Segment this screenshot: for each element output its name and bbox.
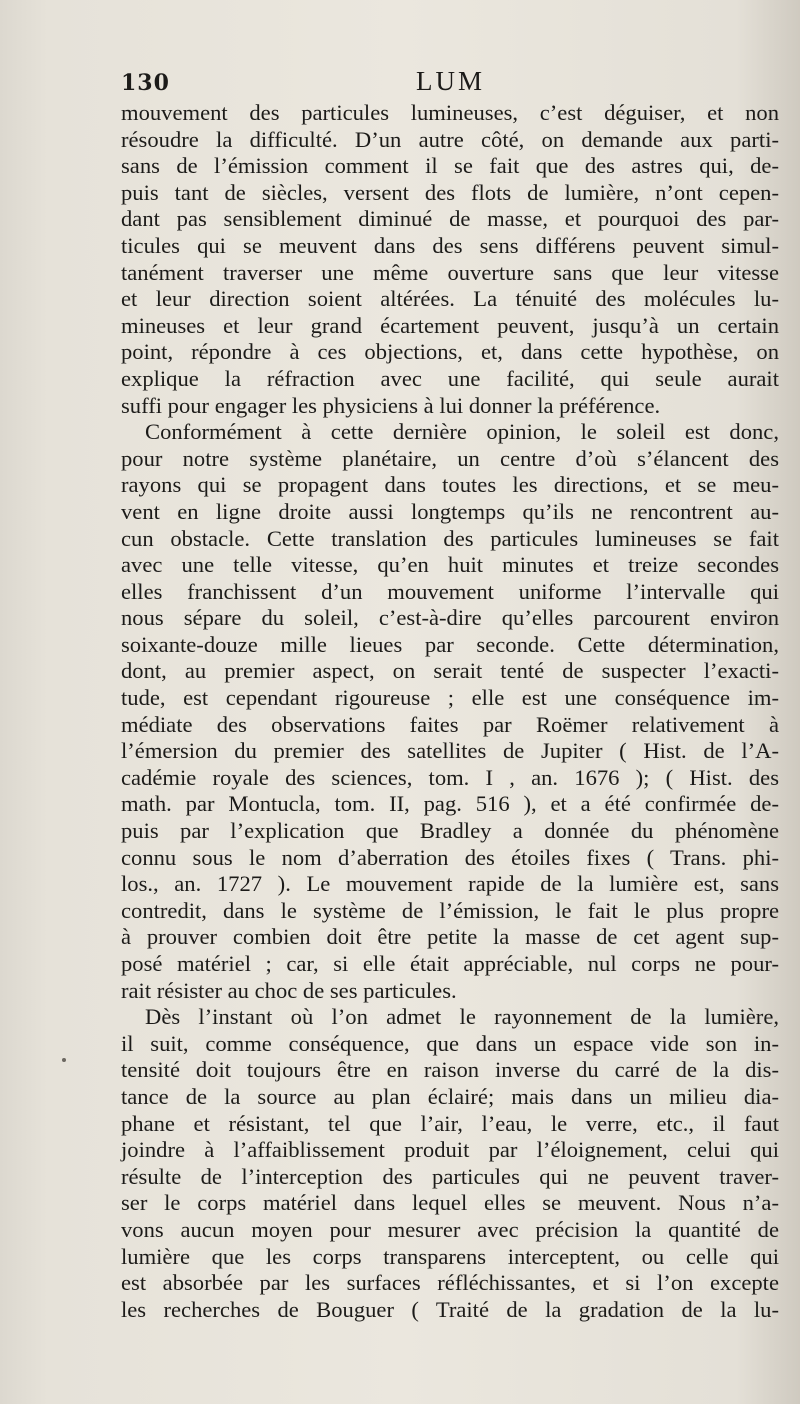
text-line: Conformément à cette dernière opinion, le soleil est donc,	[145, 419, 779, 445]
text-line: médiate des observations faites par Roëmer relativement à	[121, 711, 779, 737]
text-line: rayons qui se propagent dans toutes les directions, et se meu-	[121, 472, 779, 498]
text-line: tude, est cependant rigoureuse ; elle est une conséquence im-	[121, 685, 779, 711]
running-head: LUM	[416, 66, 485, 96]
text-line: mineuses et leur grand écartement peuvent, jusqu’à un certain	[121, 312, 779, 338]
text-line: explique la réfraction avec une facilité, qui seule aurait	[121, 365, 779, 391]
text-line: tensité doit toujours être en raison inverse du carré de la dis-	[121, 1057, 779, 1083]
text-line: l’émersion du premier des satellites de Jupiter ( Hist. de l’A-	[121, 738, 779, 764]
text-line: cadémie royale des sciences, tom. I , an. 1676 ); ( Hist. des	[121, 764, 779, 790]
page-header	[121, 62, 779, 102]
text-line: los., an. 1727 ). Le mouvement rapide de la lumière est, sans	[121, 871, 779, 897]
text-line: phane et résistant, tel que l’air, l’eau, le verre, etc., il faut	[121, 1110, 779, 1136]
text-line: math. par Montucla, tom. II, pag. 516 ), et a été confirmée de-	[121, 791, 779, 817]
text-line: tanément traverser une même ouverture sans que leur vitesse	[121, 259, 779, 285]
text-line: résulte de l’interception des particules qui ne peuvent traver-	[121, 1163, 779, 1189]
text-line: joindre à l’affaiblissement produit par l’éloignement, celui qui	[121, 1137, 779, 1163]
text-line: ser le corps matériel dans lequel elles se meuvent. Nous n’a-	[121, 1190, 779, 1216]
text-line: rait résister au choc de ses particules.	[121, 977, 457, 1003]
text-line: soixante-douze mille lieues par seconde. Cette détermination,	[121, 631, 779, 657]
text-line: Dès l’instant où l’on admet le rayonnement de la lumière,	[145, 1004, 779, 1030]
text-line: à prouver combien doit être petite la masse de cet agent sup-	[121, 924, 779, 950]
text-line: dont, au premier aspect, on serait tenté de suspecter l’exacti-	[121, 658, 779, 684]
text-line: pour notre système planétaire, un centre d’où s’élancent des	[121, 445, 779, 471]
text-line: et leur direction soient altérées. La ténuité des molécules lu-	[121, 286, 779, 312]
text-line: puis par l’explication que Bradley a donnée du phénomène	[121, 818, 779, 844]
text-line: suffi pour engager les physiciens à lui donner la préférence.	[121, 392, 661, 418]
text-line: il suit, comme conséquence, que dans un espace vide son in-	[121, 1030, 779, 1056]
ink-speck	[62, 1058, 66, 1062]
page-number: 130	[121, 70, 170, 96]
text-line: connu sous le nom d’aberration des étoiles fixes ( Trans. phi-	[121, 844, 779, 870]
text-line: sans de l’émission comment il se fait que des astres qui, de-	[121, 153, 779, 179]
text-line: posé matériel ; car, si elle était appréciable, nul corps ne pour-	[121, 951, 779, 976]
text-line: ticules qui se meuvent dans des sens différens peuvent simul-	[121, 232, 779, 258]
text-line: est absorbée par les surfaces réfléchissantes, et si l’on excepte	[121, 1270, 779, 1296]
text-line: dant pas sensiblement diminué de masse, et pourquoi des par-	[121, 206, 779, 232]
text-line: lumière que les corps transparens interceptent, ou celle qui	[121, 1243, 779, 1269]
body-text	[121, 100, 779, 1323]
text-line: tance de la source au plan éclairé; mais dans un milieu dia-	[121, 1083, 779, 1109]
text-line: vons aucun moyen pour mesurer avec précision la quantité de	[121, 1216, 779, 1242]
text-line: nous sépare du soleil, c’est-à-dire qu’elles parcourent environ	[121, 605, 779, 631]
text-line: puis tant de siècles, versent des flots de lumière, n’ont cepen-	[121, 179, 779, 205]
text-line: résoudre la difficulté. D’un autre côté, on demande aux parti-	[121, 126, 779, 152]
text-line: vent en ligne droite aussi longtemps qu’ils ne rencontrent au-	[121, 498, 779, 524]
text-line: elles franchissent d’un mouvement uniforme l’intervalle qui	[121, 578, 779, 604]
text-line: contredit, dans le système de l’émission, le fait le plus propre	[121, 897, 779, 923]
text-line: avec une telle vitesse, qu’en huit minutes et treize secondes	[121, 552, 779, 578]
text-line: cun obstacle. Cette translation des particules lumineuses se fait	[121, 525, 779, 551]
text-line: mouvement des particules lumineuses, c’est déguiser, et non	[121, 100, 779, 125]
text-line: les recherches de Bouguer ( Traité de la gradation de la lu-	[121, 1296, 779, 1322]
text-line: point, répondre à ces objections, et, dans cette hypothèse, on	[121, 339, 779, 365]
